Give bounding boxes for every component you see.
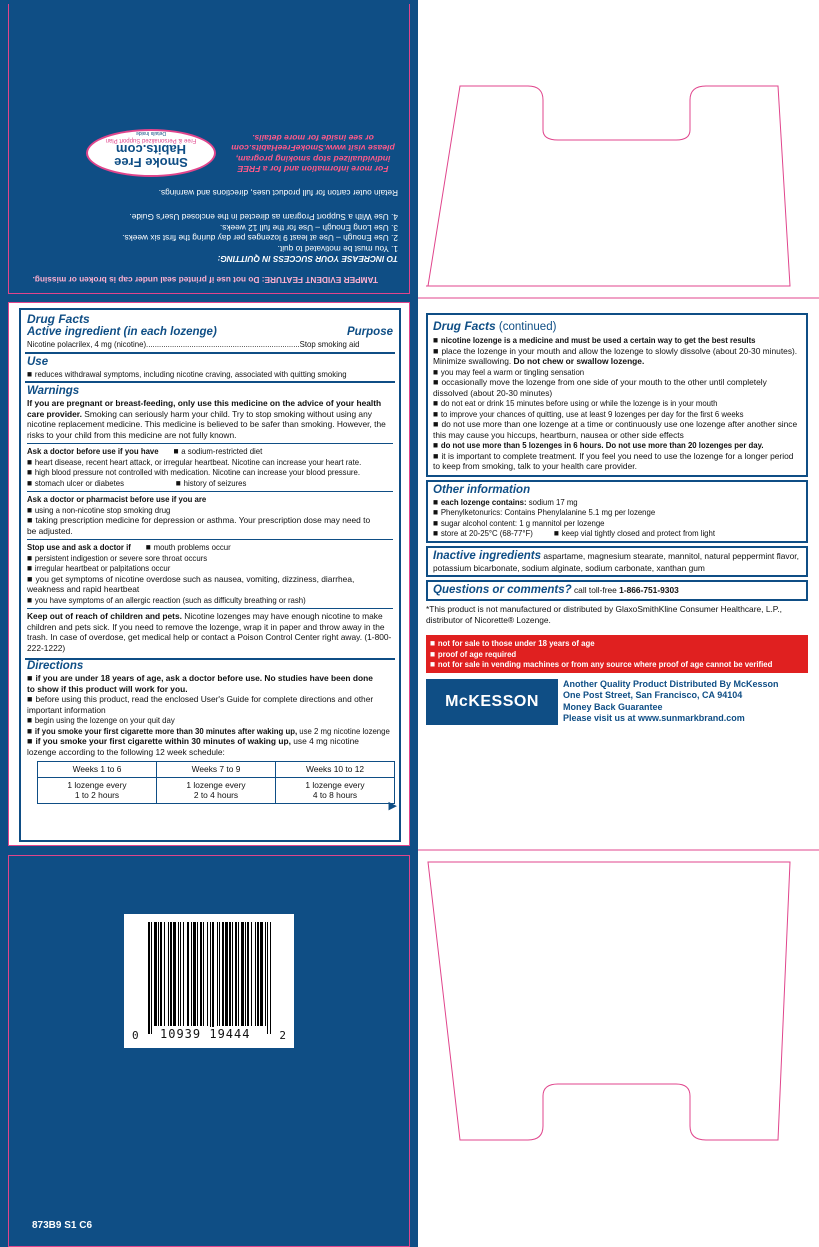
continued-title-row [433,317,801,335]
continued-title-suffix: (continued) [495,321,557,333]
cont-item-5: ■ do not eat or drink 15 minutes before using or while the lozenge is in your mouth [433,398,775,409]
barcode-box [124,914,294,1048]
logo-tag: Free & Personalized Support Plan [105,137,197,144]
cont-item-2 [433,346,801,367]
drug-facts-panel [8,302,410,846]
barcode-bar [191,922,192,1026]
cont-item-3: ■ you may feel a warm or tingling sensation [433,367,775,378]
ask-doctor-block [27,444,393,492]
use-section [25,356,395,384]
active-line: Nicotine polacrilex, 4 mg (nicotine).......................................................................Stop smoking aid [27,339,360,349]
step-2: 2. Use Enough – Use at least 9 lozenges per day during the first six weeks. [122,233,398,244]
barcode-left-digit: 0 [132,1029,139,1042]
inactive-heading: Inactive ingredients [433,549,542,562]
barcode-bar [168,922,169,1026]
cont-item-9: ■ it is important to complete treatment. If you feel you need to use the lozenge for a longer period to keep from smoking, talk to your health care provider. [433,451,801,472]
questions-section [426,580,808,601]
other-info-section [426,480,808,543]
cont-item-4: ■ occasionally move the lozenge from one side of your mouth to the other until completely dissolved (about 20-30 minutes) [433,377,801,398]
cont-item-7: ■ do not use more than one lozenge at a time or continuously use one lozenge after another since this may cause you hiccups, heartburn, nausea or other side effects [433,419,801,440]
dir-within-bold: if you smoke your first cigarette within 30 minutes of waking up, [35,736,291,746]
barcode-bar [229,922,231,1026]
cont-item-1: ■ nicotine lozenge is a medicine and must be used a certain way to get the best results [433,335,775,346]
red-item-1: ■ not for sale to those under 18 years of age [430,638,778,649]
stop-row [27,542,367,553]
ask-doctor-last: ■ stomach ulcer or diabetes [27,478,176,489]
schedule-header-row [38,762,395,778]
directions-heading: Directions [27,660,84,672]
distributor-text [563,679,779,725]
barcode-bar [193,922,196,1026]
logo-sub: Details Inside [136,130,167,137]
product-code: 873B9 S1 C6 [32,1220,93,1231]
other-store: ■ store at 20-25°C (68-77°F) [433,528,554,539]
keep-out-block [27,609,393,656]
barcode-bar [255,922,256,1026]
schedule-cell-1: 1 lozenge every 1 to 2 hours [38,777,157,803]
continued-panel [426,313,808,725]
red-item-2: ■ proof of age required [430,649,778,660]
barcode-bar [267,922,268,1034]
purpose-heading: Purpose [346,326,393,338]
barcode-bar [235,922,237,1026]
active-section [25,312,395,354]
red-item-3: ■ not for sale in vending machines or from any source where proof of age cannot be verified [430,659,778,670]
barcode-digits: 10939 19444 [160,1027,251,1041]
barcode-bar [203,922,204,1026]
dir-item-1: ■ if you are under 18 years of age, ask a doctor before use. No studies have been done to show if this product will work for you. [27,673,393,694]
other-item-2: ■ sugar alcohol content: 1 g mannitol per lozenge [433,518,775,529]
stop-side: ■ mouth problems occur [146,542,231,552]
ask-doctor-item-2: ■ high blood pressure not controlled with medication. Nicotine can increase your blood pressure. [27,467,367,478]
barcode-bar [212,922,214,1034]
dir-more-row [27,725,390,737]
stop-item-2: ■ irregular heartbeat or palpitations occur [27,563,367,574]
info-row [18,130,398,178]
step-4: 4. Use With a Support Program as directed in the enclosed User's Guide. [129,212,398,223]
keep-rest: Nicotine lozenges may have enough nicotine to make children and pets sick. If you need to remove the lozenge, wrap it in paper and throw away in the trash. In case of overdose, get medical help or contact a Poison Control Center right away. (1-800-222-1222) [27,611,392,653]
barcode-bar [210,922,211,1034]
stop-item-4: ■ you have symptoms of an allergic reaction (such as difficulty breathing or rash) [27,595,367,606]
barcode-bar [178,922,179,1026]
ask-doctor-side: ■ a sodium-restricted diet [173,446,262,456]
barcode-bar [219,922,220,1026]
ask-doctor-item-1: ■ heart disease, recent heart attack, or irregular heartbeat. Nicotine can increase your heart rate. [27,457,367,468]
logo-line2: Habits.com [115,142,187,158]
questions-heading: Questions or comments? [433,584,572,596]
barcode-bar [260,922,263,1026]
brand-text: McKESSON [445,692,539,710]
questions-text: call toll-free [571,585,620,595]
inactive-section [426,546,808,578]
use-item: ■ reduces withdrawal symptoms, including nicotine craving, associated with quitting smoking [27,369,367,380]
dist-line-2: One Post Street, San Francisco, CA 94104 [563,690,743,700]
barcode-bar [251,922,252,1026]
barcode-bar [200,922,202,1026]
schedule-header-1: Weeks 1 to 6 [38,762,157,778]
retain-text: Retain outer carton for full product uses, directions and warnings. [158,188,398,198]
schedule-cell-2: 1 lozenge every 2 to 4 hours [157,777,276,803]
ask-doctor-row [27,446,367,457]
ask-pharm-item-1: ■ using a non-nicotine stop smoking drug [27,505,367,516]
barcode-bar [241,922,244,1026]
top-flap-text [18,60,398,285]
other-heading: Other information [433,483,531,496]
red-warning-box [426,635,808,673]
inactive-text: aspartame, magnesium stearate, mannitol, natural peppermint flavor, potassium bicarbonate, sodium alginate, sodium carbonate, xanthan gum [433,550,799,573]
top-flap-outline [428,86,790,286]
active-heading-row [27,326,393,339]
barcode-bar [217,922,218,1026]
dir-within-row [27,736,393,757]
other-item-1: ■ Phenylketonurics: Contains Phenylalanine 5.1 mg per lozenge [433,507,775,518]
schedule-cell-3: 1 lozenge every 4 to 8 hours [276,777,395,803]
continued-section [426,313,808,477]
barcode-bar [173,922,176,1026]
cont-item-2-bold: Do not chew or swallow lozenge. [511,356,645,366]
disclaimer: *This product is not manufactured or distributed by GlaxoSmithKline Consumer Healthcare, L.P., distributor of Nicorette® Lozenge. [426,604,782,625]
other-sodium-rest: sodium 17 mg [526,496,578,507]
dist-line-1: Another Quality Product Distributed By McKesson [563,678,779,689]
barcode-bar [225,922,228,1026]
stop-use-block [27,540,393,609]
use-heading: Use [27,355,49,368]
drug-facts-box [19,308,401,842]
barcode-bar [154,922,157,1026]
barcode-bar [170,922,172,1026]
barcode-bar [158,922,159,1026]
barcode-bar [197,922,198,1026]
questions-phone: 1-866-751-9303 [619,585,679,595]
barcode-bar [270,922,271,1034]
barcode-bar [183,922,184,1026]
ask-doctor-last-side: ■ history of seizures [176,478,247,488]
logo-line1: Smoke Free [114,155,188,171]
preg-rest: Smoking can seriously harm your child. Try to stop smoking without using any nicotine replacement medicine. This medicine is believed to be safer than smoking. However, the risks to your child from this medicine are not fully known. [27,408,386,440]
other-store-side: ■ keep vial tightly closed and protect from light [554,528,715,538]
ask-doctor-heading: Ask a doctor before use if you have [27,446,159,456]
dist-line-3: Money Back Guarantee [563,701,663,712]
barcode-bar [238,922,239,1026]
barcode-bar [257,922,259,1026]
ask-pharm-item-2: ■ taking prescription medicine for depression or asthma. Your prescription dose may need to be adjusted. [27,515,393,536]
barcode-bar [160,922,162,1026]
step-1: 1. You must be motivated to quit. [277,244,398,254]
step-3: 3. Use Long Enough – Use for the full 12 weeks. [219,223,398,233]
barcode-bar [247,922,249,1026]
ask-doctor-last-row [27,478,367,489]
ask-pharm-heading: Ask a doctor or pharmacist before use if you are [27,494,207,504]
barcode-bar [222,922,224,1026]
dir-item-2: ■ before using this product, read the enclosed User's Guide for complete directions and other important information [27,694,393,715]
pregnancy-warning [27,398,393,444]
warnings-heading: Warnings [27,385,80,397]
other-sodium-bold: each lozenge contains: [440,496,527,507]
mckesson-logo [426,679,558,725]
info-text: For more information and for a FREE individualized stop smoking program, please visit www.SmokeFreeHabits.com or see inside for more details. [231,133,395,175]
ask-pharm-block [27,492,393,540]
barcode-bar [151,922,152,1034]
cont-item-2-text: place the lozenge in your mouth and allow the lozenge to slowly dissolve (about 20-30 minutes). Minimize swallowing. [433,345,798,366]
barcode-bar [164,922,165,1026]
dir-within-rest: use 4 mg nicotine lozenge according to the following 12 week schedule: [27,736,359,757]
other-sodium [433,497,775,508]
schedule-header-2: Weeks 7 to 9 [157,762,276,778]
barcode-bar [148,922,150,1034]
dist-line-4: Please visit us at www.sunmarkbrand.com [563,713,745,723]
warnings-section [25,385,395,658]
increase-heading: TO INCREASE YOUR SUCCESS IN QUITTING: [217,254,398,265]
barcode-right-digit: 2 [279,1029,286,1042]
stop-heading: Stop use and ask a doctor if [27,542,131,552]
dir-item-3: ■ begin using the lozenge on your quit day [27,715,367,726]
cont-item-6: ■ to improve your chances of quitting, use at least 9 lozenges per day for the first 6 weeks [433,409,775,420]
preg-bold: If you are pregnant or breast-feeding, only use this medicine on the advice of your health care provider. [27,398,382,419]
dir-more-rest: use 2 mg nicotine lozenge [297,725,390,736]
barcode-bar [265,922,266,1026]
other-store-row [433,528,775,539]
bottom-flap-outline [428,862,790,1140]
schedule-header-3: Weeks 10 to 12 [276,762,395,778]
continued-title: Drug Facts [433,319,496,333]
smokefree-logo [86,130,216,178]
keep-bold: Keep out of reach of children and pets. [27,611,182,621]
barcode-bar [245,922,246,1026]
schedule-cell-row [38,777,395,803]
schedule-table [37,761,395,804]
barcode-bar [187,922,189,1026]
barcode-bar [207,922,208,1026]
stop-item-1: ■ persistent indigestion or severe sore throat occurs [27,553,367,564]
tamper-text: TAMPER EVIDENT FEATURE: Do not use if printed seal under cap is broken or missing. [32,275,378,285]
distributor-row [426,679,808,725]
drug-facts-title: Drug Facts [27,312,90,326]
active-heading: Active ingredient (in each lozenge) [27,326,217,338]
cont-item-8: ■ do not use more than 5 lozenges in 6 hours. Do not use more than 20 lozenges per day. [433,440,775,451]
barcode-bar [180,922,181,1026]
stop-item-3: ■ you get symptoms of nicotine overdose such as nausea, vomiting, dizziness, diarrhea, weakness and rapid heartbeat [27,574,393,595]
continue-arrow-icon: ▶ [388,799,397,812]
barcode-bar [232,922,233,1026]
dir-more-bold: if you smoke your first cigarette more than 30 minutes after waking up, [34,725,298,736]
directions-section [25,658,397,812]
